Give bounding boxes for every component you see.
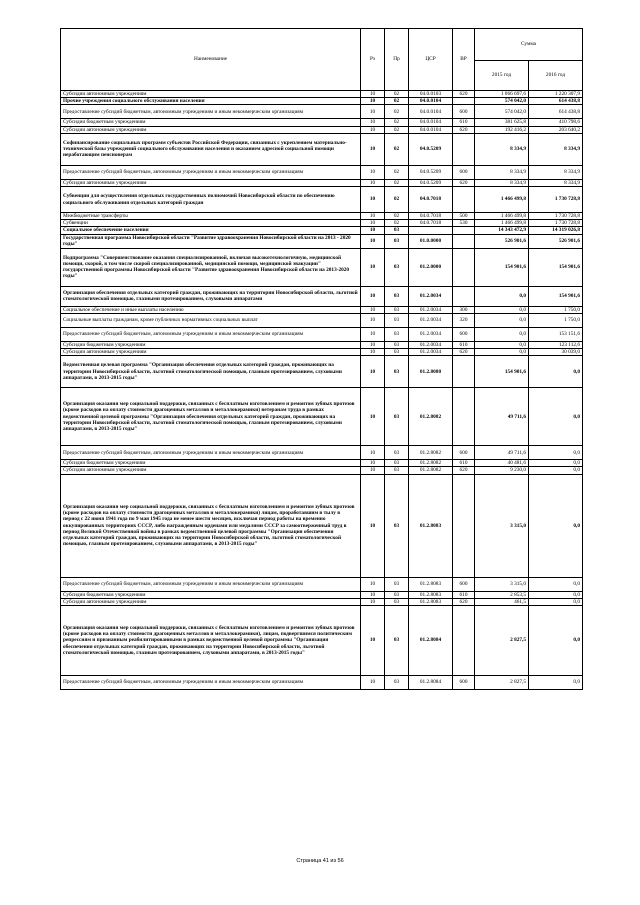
table-row <box>61 606 583 676</box>
row-pr: 03 <box>385 577 409 591</box>
row-pr: 03 <box>385 327 409 341</box>
header-csr: ЦСР <box>409 29 453 91</box>
row-amount-2015: 9 230,0 <box>475 467 529 474</box>
table-row <box>61 133 583 165</box>
row-amount-2015: 1 466 499,8 <box>475 187 529 213</box>
row-csr: 01.2.8084 <box>409 606 453 676</box>
table-row <box>61 234 583 248</box>
row-name: Предоставление субсидий бюджетным, автономным учреждениям и иным некоммерческим организациям <box>61 327 361 341</box>
row-rz: 10 <box>361 179 385 186</box>
header-name: Наименование <box>61 29 361 91</box>
table-row <box>61 220 583 227</box>
row-pr: 02 <box>385 119 409 126</box>
row-name: Субсидии автономным учреждениям <box>61 126 361 133</box>
row-name: Межбюджетные трансферты <box>61 213 361 220</box>
row-name: Социальное обеспечение и иные выплаты населению <box>61 306 361 313</box>
row-amount-2015: 0,0 <box>475 286 529 306</box>
header-2016: 2016 год <box>529 61 583 91</box>
row-csr: 01.2.8082 <box>409 467 453 474</box>
table-row <box>61 356 583 388</box>
table-row <box>61 227 583 234</box>
row-amount-2015: 2 853,5 <box>475 591 529 598</box>
row-amount-2016: 154 901,6 <box>529 286 583 306</box>
row-rz: 10 <box>361 126 385 133</box>
row-amount-2015: 1 466 499,8 <box>475 213 529 220</box>
row-amount-2015: 0,0 <box>475 306 529 313</box>
row-rz: 10 <box>361 286 385 306</box>
table-row <box>61 460 583 467</box>
row-csr: 04.0.0103 <box>409 91 453 98</box>
row-vr <box>453 133 475 165</box>
row-pr: 03 <box>385 446 409 460</box>
row-amount-2016: 0,0 <box>529 676 583 690</box>
row-pr: 03 <box>385 313 409 327</box>
row-pr: 03 <box>385 598 409 605</box>
row-amount-2015: 1 466 499,8 <box>475 220 529 227</box>
row-rz: 10 <box>361 105 385 119</box>
row-amount-2015: 3 315,0 <box>475 474 529 577</box>
row-name: Субсидии бюджетным учреждениям <box>61 591 361 598</box>
row-rz: 10 <box>361 133 385 165</box>
row-csr: 01.2.8082 <box>409 388 453 446</box>
row-amount-2015: 461,5 <box>475 598 529 605</box>
row-rz: 10 <box>361 165 385 179</box>
row-csr: 01.2.0034 <box>409 341 453 348</box>
row-amount-2016: 0,0 <box>529 467 583 474</box>
table-row <box>61 474 583 577</box>
row-amount-2015: 8 334,9 <box>475 179 529 186</box>
row-name: Субсидии автономным учреждениям <box>61 598 361 605</box>
row-csr: 01.2.8083 <box>409 577 453 591</box>
row-pr: 02 <box>385 91 409 98</box>
row-vr: 600 <box>453 446 475 460</box>
row-amount-2016: 0,0 <box>529 606 583 676</box>
row-vr: 320 <box>453 313 475 327</box>
row-vr: 500 <box>453 213 475 220</box>
table-row <box>61 591 583 598</box>
row-pr: 03 <box>385 467 409 474</box>
table-row <box>61 213 583 220</box>
row-csr <box>409 227 453 234</box>
row-pr: 03 <box>385 227 409 234</box>
row-pr: 03 <box>385 474 409 577</box>
row-csr: 04.0.0104 <box>409 98 453 105</box>
row-amount-2016: 1 750,0 <box>529 306 583 313</box>
row-amount-2016: 8 334,9 <box>529 133 583 165</box>
row-vr <box>453 234 475 248</box>
row-name: Организация оказания мер социальной поддержки, связанных с бесплатным изготовлением и ремонтом зубных протезов (кроме расходов на оплату стоимости драгоценных металлов и металлокерамики) лицам, проработавшим в тылу в период с 22 июня 1941 года по 9 мая 1945 года не менее шести месяцев, исключая период работы на временно оккупированных территориях СССР, либо награжденным орденами или медалями СССР за самоотверженный труд в период Великой Отечественной войны в рамках ведомственной целевой программы "Организация обеспечения отдельных категорий граждан, проживающих на территории Новосибирской области, льготной стоматологической помощью, глазным протезированием, слуховыми аппаратами, в 2013-2015 годы" <box>61 474 361 577</box>
row-vr: 620 <box>453 126 475 133</box>
row-amount-2016: 0,0 <box>529 598 583 605</box>
header-vr: ВР <box>453 29 475 91</box>
table-row <box>61 446 583 460</box>
row-rz: 10 <box>361 467 385 474</box>
row-pr: 03 <box>385 356 409 388</box>
row-amount-2016: 30 039,0 <box>529 349 583 356</box>
table-row <box>61 388 583 446</box>
row-amount-2015: 2 827,5 <box>475 606 529 676</box>
row-rz: 10 <box>361 676 385 690</box>
row-amount-2015: 154 901,6 <box>475 248 529 286</box>
table-row <box>61 179 583 186</box>
table-row <box>61 126 583 133</box>
row-name: Субвенции для осуществления отдельных государственных полномочий Новосибирской области по обеспечению социального обслуживания отдельных категорий граждан <box>61 187 361 213</box>
row-rz: 10 <box>361 446 385 460</box>
row-amount-2016: 0,0 <box>529 591 583 598</box>
page-number: Страница 41 из 56 <box>296 858 344 864</box>
table-row <box>61 98 583 105</box>
row-vr: 600 <box>453 105 475 119</box>
row-vr: 610 <box>453 591 475 598</box>
row-rz: 10 <box>361 227 385 234</box>
row-amount-2016: 203 640,2 <box>529 126 583 133</box>
row-csr: 01.2.8083 <box>409 474 453 577</box>
row-rz: 10 <box>361 119 385 126</box>
row-csr: 01.2.0034 <box>409 313 453 327</box>
row-amount-2015: 574 042,0 <box>475 98 529 105</box>
document-page <box>60 28 582 690</box>
row-vr: 620 <box>453 467 475 474</box>
row-vr <box>453 474 475 577</box>
row-pr: 02 <box>385 213 409 220</box>
row-amount-2016: 0,0 <box>529 474 583 577</box>
table-body <box>61 91 583 690</box>
row-amount-2016: 0,0 <box>529 460 583 467</box>
table-row <box>61 676 583 690</box>
row-name: Субсидии автономным учреждениям <box>61 349 361 356</box>
row-amount-2016: 526 901,6 <box>529 234 583 248</box>
row-csr: 01.2.8080 <box>409 356 453 388</box>
row-amount-2016: 0,0 <box>529 577 583 591</box>
row-name: Предоставление субсидий бюджетным, автономным учреждениям и иным некоммерческим организациям <box>61 577 361 591</box>
row-rz: 10 <box>361 306 385 313</box>
row-name: Предоставление субсидий бюджетным, автономным учреждениям и иным некоммерческим организациям <box>61 676 361 690</box>
row-amount-2016: 614 438,8 <box>529 98 583 105</box>
row-csr: 01.2.0034 <box>409 306 453 313</box>
row-amount-2015: 49 711,6 <box>475 446 529 460</box>
row-csr: 04.0.0104 <box>409 126 453 133</box>
row-name: Ведомственная целевая программа "Организация обеспечения отдельных категорий граждан, проживающих на территории Новосибирской области, льготной стоматологической помощью, глазным протезированием, слуховыми аппаратами, в 2013-2015 годы" <box>61 356 361 388</box>
row-name: Субсидии автономным учреждениям <box>61 467 361 474</box>
row-vr: 610 <box>453 341 475 348</box>
row-name: Субсидии бюджетным учреждениям <box>61 341 361 348</box>
row-amount-2016: 1 730 728,8 <box>529 220 583 227</box>
row-vr: 600 <box>453 165 475 179</box>
row-csr: 01.2.0034 <box>409 349 453 356</box>
row-pr: 02 <box>385 105 409 119</box>
row-amount-2015: 0,0 <box>475 341 529 348</box>
row-amount-2016: 1 220 307,9 <box>529 91 583 98</box>
table-row <box>61 165 583 179</box>
row-vr <box>453 356 475 388</box>
table-row <box>61 577 583 591</box>
row-amount-2015: 154 901,6 <box>475 356 529 388</box>
row-name: Предоставление субсидий бюджетным, автономным учреждениям и иным некоммерческим организациям <box>61 105 361 119</box>
table-row <box>61 313 583 327</box>
row-name: Социальные выплаты гражданам, кроме публичных нормативных социальных выплат <box>61 313 361 327</box>
row-csr: 01.2.8084 <box>409 676 453 690</box>
row-vr: 530 <box>453 220 475 227</box>
table-row <box>61 327 583 341</box>
row-rz: 10 <box>361 248 385 286</box>
row-pr: 03 <box>385 349 409 356</box>
row-pr: 03 <box>385 606 409 676</box>
row-name: Предоставление субсидий бюджетным, автономным учреждениям и иным некоммерческим организациям <box>61 446 361 460</box>
row-vr <box>453 187 475 213</box>
row-amount-2015: 8 334,9 <box>475 165 529 179</box>
row-name: Софинансирование социальных программ субъектов Российской Федерации, связанных с укреплением материально-технической базы учреждений социального обслуживания населения и оказанием адресной социальной помощи неработающим пенсионерам <box>61 133 361 165</box>
table-row <box>61 105 583 119</box>
row-rz: 10 <box>361 234 385 248</box>
row-rz: 10 <box>361 577 385 591</box>
table-row <box>61 119 583 126</box>
row-amount-2015: 1 066 697,6 <box>475 91 529 98</box>
row-csr: 04.0.5209 <box>409 165 453 179</box>
row-pr: 02 <box>385 133 409 165</box>
row-amount-2016: 410 798,6 <box>529 119 583 126</box>
row-csr: 01.2.8083 <box>409 591 453 598</box>
row-pr: 03 <box>385 676 409 690</box>
row-vr: 300 <box>453 306 475 313</box>
row-amount-2016: 123 112,6 <box>529 341 583 348</box>
row-amount-2015: 0,0 <box>475 327 529 341</box>
row-amount-2015: 526 901,6 <box>475 234 529 248</box>
row-amount-2015: 40 481,6 <box>475 460 529 467</box>
row-csr: 04.0.7018 <box>409 213 453 220</box>
row-rz: 10 <box>361 341 385 348</box>
row-name: Субвенции <box>61 220 361 227</box>
row-amount-2015: 3 315,0 <box>475 577 529 591</box>
row-rz: 10 <box>361 606 385 676</box>
row-amount-2015: 2 827,5 <box>475 676 529 690</box>
table-row <box>61 598 583 605</box>
row-amount-2016: 1 730 728,8 <box>529 187 583 213</box>
row-vr: 610 <box>453 460 475 467</box>
table-row <box>61 248 583 286</box>
row-rz: 10 <box>361 591 385 598</box>
table-header <box>61 29 583 91</box>
row-csr: 01.2.8083 <box>409 598 453 605</box>
row-csr: 04.0.7018 <box>409 220 453 227</box>
row-name: Прочие учреждения социального обслуживания населения <box>61 98 361 105</box>
row-rz: 10 <box>361 474 385 577</box>
row-pr: 03 <box>385 591 409 598</box>
row-amount-2016: 0,0 <box>529 388 583 446</box>
row-vr: 600 <box>453 327 475 341</box>
budget-table <box>60 28 583 690</box>
row-name: Организация оказания мер социальной поддержки, связанных с бесплатным изготовлением и ремонтом зубных протезов (кроме расходов на оплату стоимости драгоценных металлов и металлокерамики), лицам, подвергшимся политическим репрессиям и признанным реабилитированными в рамках ведомственной целевой программы "Организация обеспечения отдельных категорий граждан, проживающих на территории Новосибирской области, льготной стоматологической помощью, глазным протезированием, слуховыми аппаратами, в 2013-2015 годы" <box>61 606 361 676</box>
row-name: Субсидии бюджетным учреждениям <box>61 119 361 126</box>
row-pr: 03 <box>385 248 409 286</box>
row-name: Организация оказания мер социальной поддержки, связанных с бесплатным изготовлением и ремонтом зубных протезов (кроме расходов на оплату стоимости драгоценных металлов и металлокерамики) ветеранам труда в рамках ведомственной целевой программы "Организация обеспечения отдельных категорий граждан, проживающих на территории Новосибирской области, льготной стоматологической помощью, глазным протезированием, слуховыми аппаратами, в 2013-2015 годы" <box>61 388 361 446</box>
row-rz: 10 <box>361 187 385 213</box>
row-amount-2016: 1 750,0 <box>529 313 583 327</box>
row-rz: 10 <box>361 349 385 356</box>
row-vr: 610 <box>453 119 475 126</box>
row-rz: 10 <box>361 388 385 446</box>
row-csr: 04.0.7018 <box>409 187 453 213</box>
row-name: Субсидии автономным учреждениям <box>61 179 361 186</box>
row-amount-2015: 0,0 <box>475 313 529 327</box>
row-pr: 03 <box>385 388 409 446</box>
row-amount-2016: 0,0 <box>529 446 583 460</box>
row-pr: 03 <box>385 234 409 248</box>
table-row <box>61 349 583 356</box>
header-pr: Пр <box>385 29 409 91</box>
row-amount-2015: 8 334,9 <box>475 133 529 165</box>
row-name: Субсидии автономным учреждениям <box>61 91 361 98</box>
row-vr: 620 <box>453 91 475 98</box>
row-amount-2016: 153 151,6 <box>529 327 583 341</box>
row-pr: 02 <box>385 98 409 105</box>
header-2015: 2015 год <box>475 61 529 91</box>
row-pr: 02 <box>385 126 409 133</box>
row-amount-2015: 49 711,6 <box>475 388 529 446</box>
row-amount-2016: 1 730 728,8 <box>529 213 583 220</box>
row-csr: 01.0.0000 <box>409 234 453 248</box>
table-row <box>61 306 583 313</box>
row-pr: 03 <box>385 341 409 348</box>
row-rz: 10 <box>361 598 385 605</box>
row-csr: 01.2.0034 <box>409 327 453 341</box>
row-csr: 04.0.5209 <box>409 179 453 186</box>
row-name: Социальное обеспечение населения <box>61 227 361 234</box>
row-pr: 03 <box>385 460 409 467</box>
row-csr: 04.0.5209 <box>409 133 453 165</box>
row-pr: 02 <box>385 165 409 179</box>
row-vr <box>453 98 475 105</box>
row-name: Подпрограмма "Совершенствование оказания специализированной, включая высокотехнологичную, медицинской помощи, скорой, в том числе скорой специализированной, медицинской помощи, медицинской эвакуации" государственной программы Новосибирской области "Развитие здравоохранения Новосибирской области на 2013-2020 годы" <box>61 248 361 286</box>
row-amount-2015: 14 343 472,9 <box>475 227 529 234</box>
row-pr: 02 <box>385 187 409 213</box>
row-rz: 10 <box>361 213 385 220</box>
row-name: Субсидии бюджетным учреждениям <box>61 460 361 467</box>
table-row <box>61 187 583 213</box>
row-amount-2016: 8 334,9 <box>529 179 583 186</box>
row-amount-2016: 0,0 <box>529 356 583 388</box>
row-vr <box>453 227 475 234</box>
row-amount-2015: 381 625,8 <box>475 119 529 126</box>
row-csr: 01.2.0034 <box>409 286 453 306</box>
row-csr: 01.2.8082 <box>409 460 453 467</box>
row-pr: 02 <box>385 179 409 186</box>
table-row <box>61 341 583 348</box>
row-amount-2016: 154 901,6 <box>529 248 583 286</box>
row-vr <box>453 388 475 446</box>
row-csr: 01.2.0000 <box>409 248 453 286</box>
row-name: Предоставление субсидий бюджетным, автономным учреждениям и иным некоммерческим организациям <box>61 165 361 179</box>
row-amount-2016: 8 334,9 <box>529 165 583 179</box>
table-row <box>61 91 583 98</box>
row-rz: 10 <box>361 356 385 388</box>
row-vr: 600 <box>453 676 475 690</box>
row-rz: 10 <box>361 98 385 105</box>
row-pr: 03 <box>385 286 409 306</box>
row-csr: 01.2.8082 <box>409 446 453 460</box>
row-pr: 02 <box>385 220 409 227</box>
row-name: Организация обеспечения отдельных категорий граждан, проживающих на территории Новосибирской области, льготной стоматологической помощью, глазными протезированием, слуховыми аппаратами <box>61 286 361 306</box>
table-row <box>61 286 583 306</box>
row-vr: 600 <box>453 577 475 591</box>
row-csr: 04.0.0104 <box>409 119 453 126</box>
row-amount-2015: 192 416,2 <box>475 126 529 133</box>
row-vr: 620 <box>453 179 475 186</box>
row-vr <box>453 286 475 306</box>
row-rz: 10 <box>361 313 385 327</box>
row-name: Государственная программа Новосибирской области "Развитие здравоохранения Новосибирской области на 2013 - 2020 годы" <box>61 234 361 248</box>
row-amount-2016: 14 319 026,8 <box>529 227 583 234</box>
row-vr <box>453 606 475 676</box>
row-rz: 10 <box>361 91 385 98</box>
row-rz: 10 <box>361 327 385 341</box>
row-amount-2015: 0,0 <box>475 349 529 356</box>
row-pr: 03 <box>385 306 409 313</box>
row-amount-2016: 614 438,8 <box>529 105 583 119</box>
table-row <box>61 467 583 474</box>
row-csr: 04.0.0104 <box>409 105 453 119</box>
row-vr <box>453 248 475 286</box>
row-vr: 620 <box>453 598 475 605</box>
row-vr: 620 <box>453 349 475 356</box>
row-rz: 10 <box>361 220 385 227</box>
row-amount-2015: 574 042,0 <box>475 105 529 119</box>
row-rz: 10 <box>361 460 385 467</box>
header-rz: Рз <box>361 29 385 91</box>
header-sum: Сумма <box>475 29 583 61</box>
